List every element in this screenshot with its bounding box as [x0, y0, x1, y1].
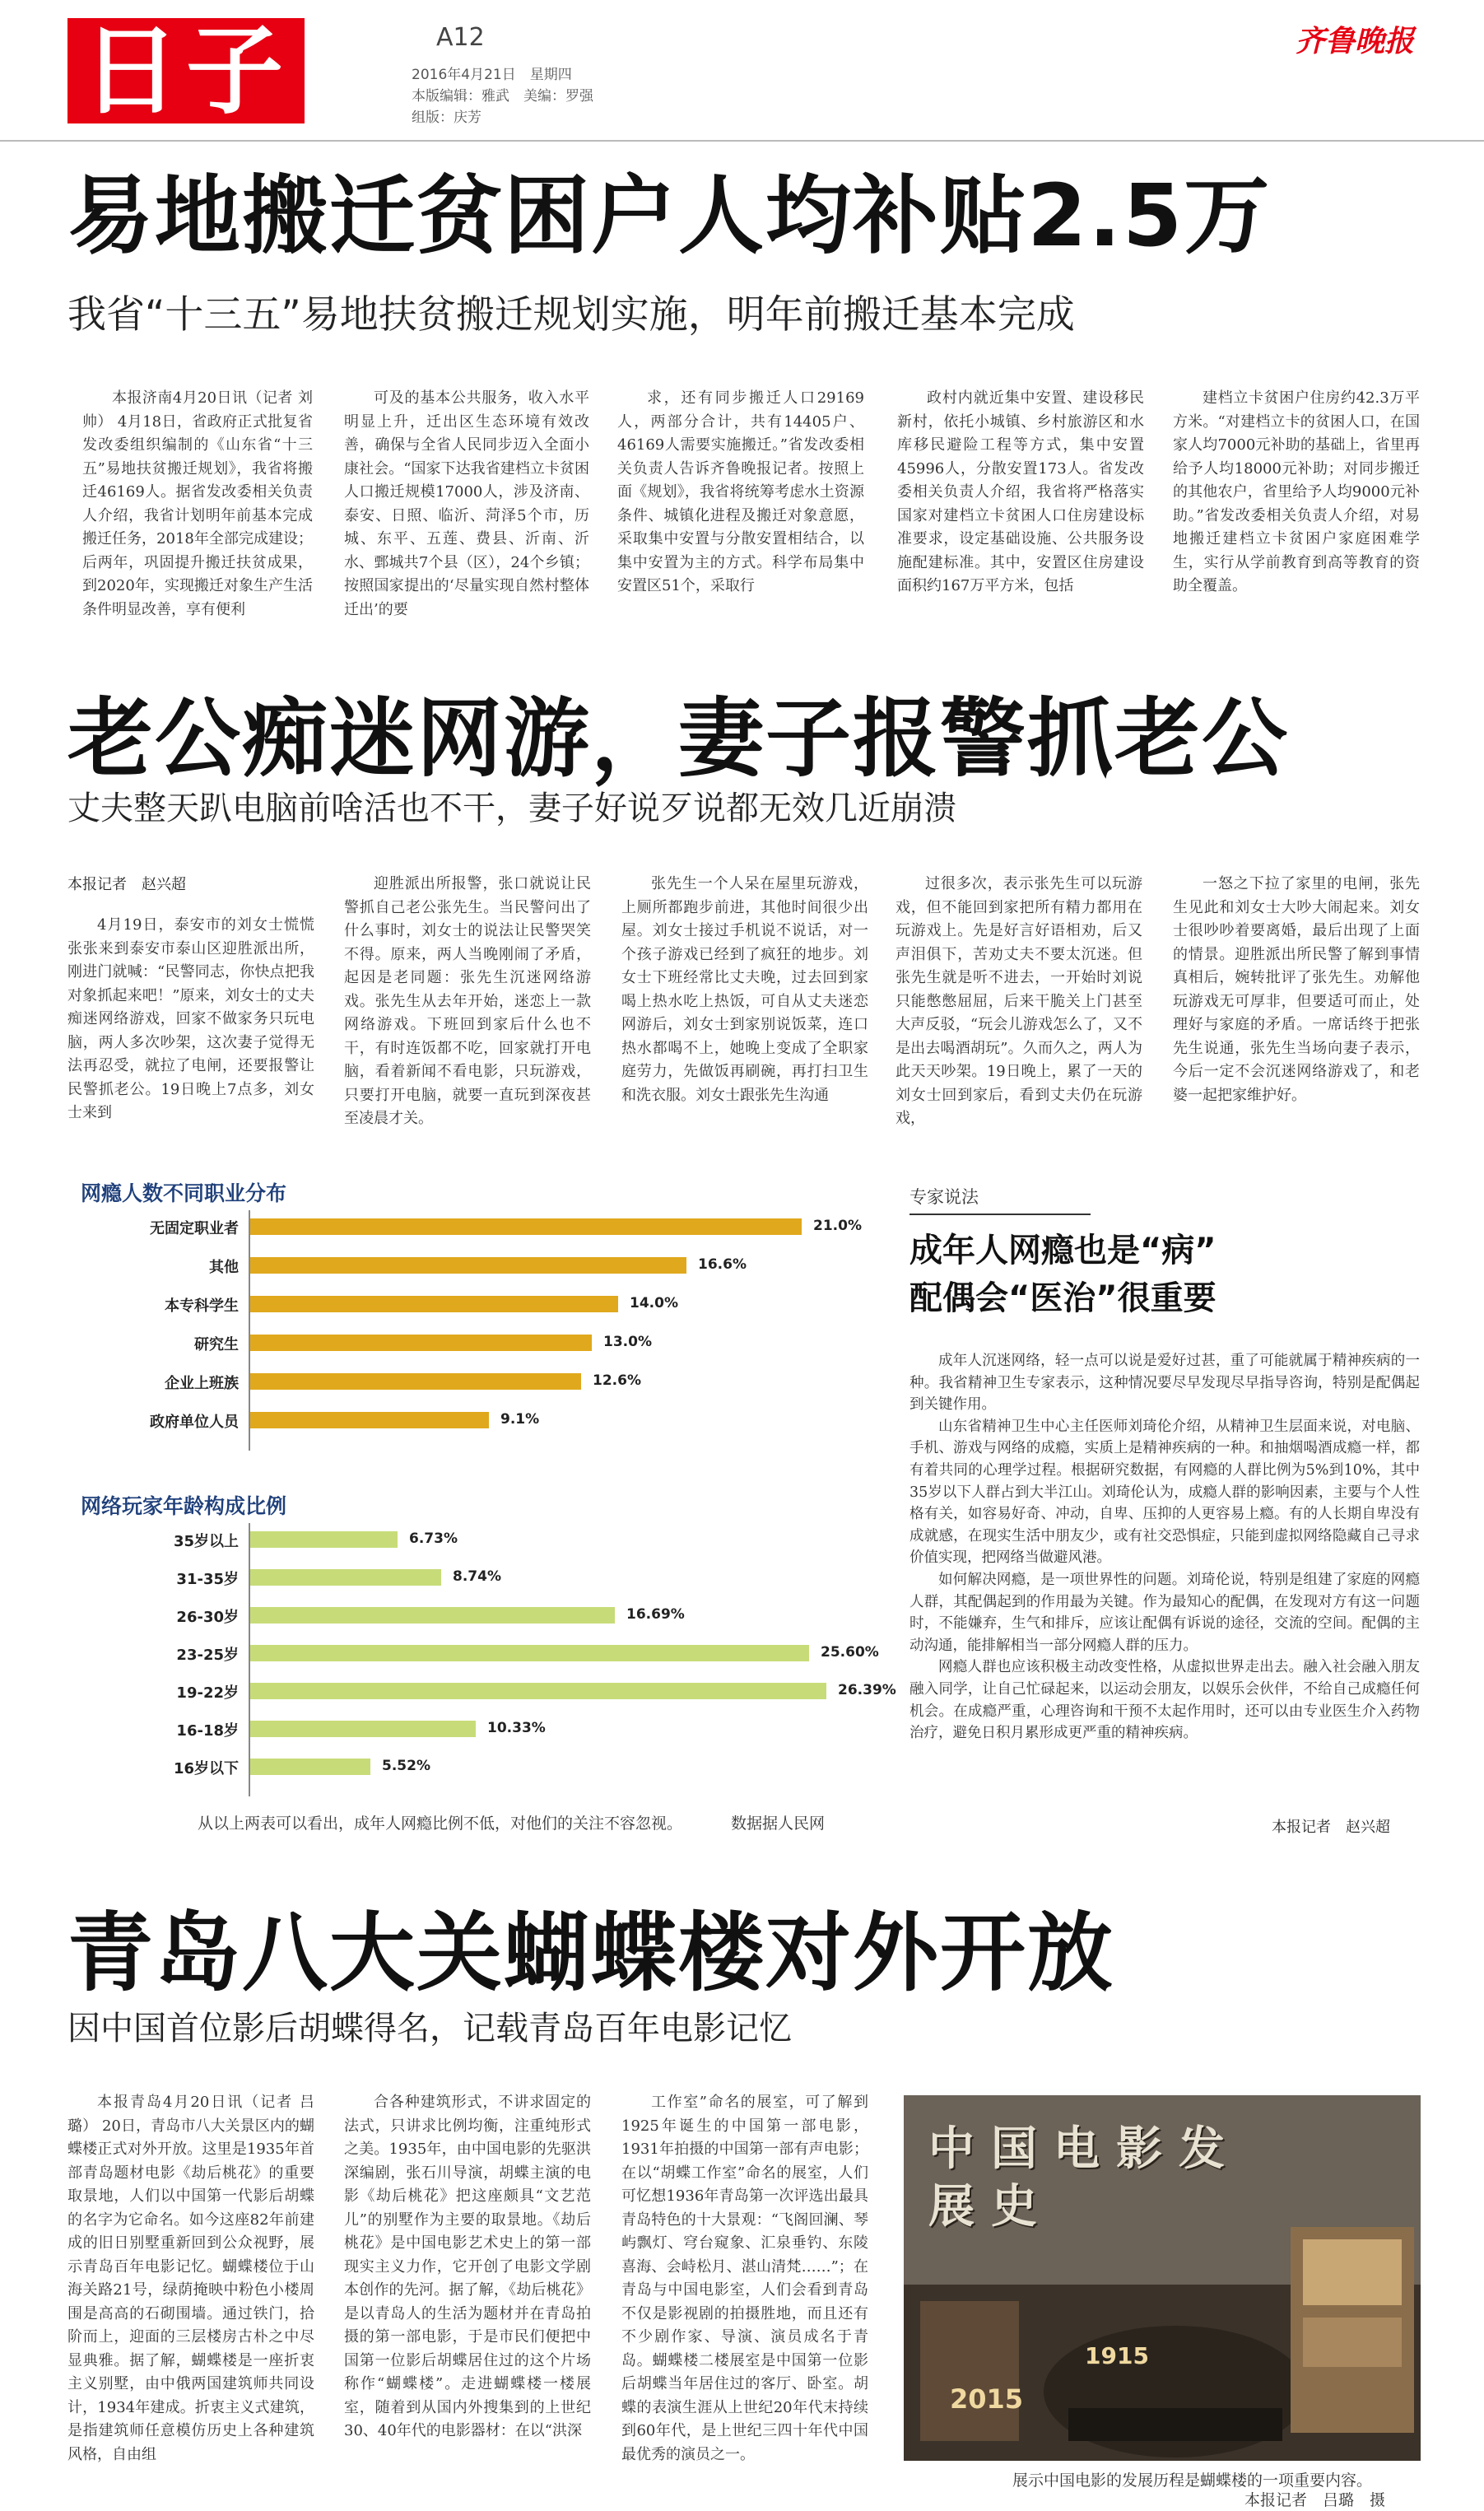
chart2-category-label: 31-35岁	[176, 1571, 239, 1588]
chart2-category-label: 23-25岁	[176, 1647, 239, 1664]
chart-area	[66, 1177, 897, 1852]
story2-subhead: 丈夫整天趴电脑前啥活也不干，妻子好说歹说都无效几近崩溃	[67, 790, 956, 827]
chart1-title: 网瘾人数不同职业分布	[81, 1181, 287, 1205]
chart-source: 数据据人民网	[731, 1815, 826, 1833]
proof-line: 组版：庆芳	[412, 109, 481, 126]
chart2-value-label: 26.39%	[838, 1682, 896, 1698]
expert-byline: 本报记者 赵兴超	[1272, 1819, 1390, 1836]
chart1-bar	[250, 1412, 489, 1428]
chart1-bar	[250, 1335, 592, 1351]
story2-col-3: 张先生一个人呆在屋里玩游戏，上厕所都跑步前进，其他时间很少出屋。刘女士接过手机说不说话，对一个孩子游戏已经到了疯狂的地步。刘女士下班经常比丈夫晚，过去回到家喝上热水吃上热饭，可自从丈夫迷恋网游后，刘女士到家别说饭菜，连口热水都喝不上，她晚上变成了全职家庭劳力，先做饭再刷碗，再打扫卫生和洗衣服。刘女士跟张先生沟通	[621, 875, 868, 1104]
chart2-category-label: 35岁以上	[173, 1533, 239, 1550]
chart1-value-label: 21.0%	[813, 1218, 862, 1234]
chart1-bar	[250, 1257, 686, 1274]
chart2	[66, 1523, 897, 1803]
chart2-bar	[250, 1531, 398, 1548]
editor-line: 本版编辑：雅武 美编：罗强	[412, 88, 593, 105]
expert-body	[909, 1350, 1420, 1811]
chart1-bar	[250, 1218, 802, 1235]
story3-col-2: 合各种建筑形式，不讲求固定的法式，只讲求比例均衡，注重纯形式之美。1935年，由中国电影的先驱洪深编剧，张石川导演，胡蝶主演的电影《劫后桃花》把这座颇具“文艺范儿”的别墅作为主要的取景地。《劫后桃花》是中国电影艺术史上的第一部现实主义力作，它开创了电影文学剧本创作的先河。据了解，《劫后桃花》是以青岛人的生活为题材并在青岛拍摄的第一部电影，于是市民们便把中国第一位影后胡蝶居住过的这个片场称作“蝴蝶楼”。走进蝴蝶楼一楼展室，随着到从国内外搜集到的上世纪30、40年代的电影器材：在以“洪深	[344, 2094, 591, 2439]
chart1-value-label: 14.0%	[630, 1295, 678, 1311]
chart2-bar	[250, 1569, 441, 1586]
story2-col-4: 过很多次，表示张先生可以玩游戏，但不能回到家把所有精力都用在玩游戏上。先是好言好语相劝，后又声泪俱下，苦劝丈夫不要太沉迷。但张先生就是听不进去，一开始时刘说只能憋憋屈屈，后来干脆关上门甚至大声反驳，“玩会儿游戏怎么了，又不是出去喝酒胡玩”。久而久之，两人为此天天吵架。19日晚上，累了一天的刘女士回到家后，看到丈夫仍在玩游戏，	[896, 875, 1142, 1127]
story3-col-3: 工作室”命名的展室，可了解到1925年诞生的中国第一部电影，1931年拍摄的中国第一部有声电影；在以“胡蝶工作室”命名的展室，人们可忆想1936年青岛第一次评选出最具青岛特色的十大景观：“飞阁回澜、琴屿飘灯、穹台窥象、汇泉垂钓、东陵喜海、会峙松月、湛山清梵……”；在青岛与中国电影室，人们会看到青岛不仅是影视剧的拍摄胜地，而且还有不少剧作家、导演、演员成名于青岛。蝴蝶楼二楼展室是中国第一位影后胡蝶当年居住过的客厅、卧室。胡蝶的表演生涯从上世纪20年代末持续到60年代，是上世纪三四十年代中国最优秀的演员之一。	[621, 2094, 868, 2463]
section-logo-text: 日子	[67, 18, 305, 123]
chart2-value-label: 10.33%	[487, 1720, 546, 1736]
chart2-category-label: 26-30岁	[176, 1609, 239, 1626]
expert-title-2: 配偶会“医治”很重要	[909, 1279, 1217, 1317]
expert-tag: 专家说法	[909, 1184, 1091, 1215]
photo-year-2: 2015	[950, 2383, 1024, 2415]
story1-col-1: 本报济南4月20日讯（记者 刘帅） 4月18日，省政府正式批复省发改委组织编制的《山东省“十三五”易地扶贫搬迁规划》，我省将搬迁46169人。据省发改委相关负责人介绍，我省计划明年前基本完成搬迁任务，2018年全部完成建设；后两年，巩固提升搬迁扶贫成果，到2020年，实现搬迁对象生产生活条件明显改善，享有便利	[82, 389, 313, 618]
chart2-value-label: 25.60%	[821, 1644, 879, 1661]
chart2-title: 网络玩家年龄构成比例	[81, 1494, 287, 1518]
story1-col-4: 政村内就近集中安置、建设移民新村，依托小城镇、乡村旅游区和水库移民避险工程等方式，集中安置45996人，分散安置173人。省发改委相关负责人介绍，我省将严格落实国家对建档立卡贫困人口住房建设标准要求，设定基础设施、公共服务设施配建标准。其中，安置区住房建设面积约167万平方米，包括	[897, 389, 1144, 594]
chart2-bar	[250, 1759, 370, 1775]
paper-name: 齐鲁晚报	[1295, 24, 1414, 58]
story3-col-1: 本报青岛4月20日讯（记者 吕璐） 20日，青岛市八大关景区内的蝴蝶楼正式对外开放。这里是1935年首部青岛题材电影《劫后桃花》的重要取景地，人们以中国第一代影后胡蝶的名字为它命名。如今这座82年前建成的旧日别墅重新回到公众视野，展示青岛百年电影记忆。蝴蝶楼位于山海关路21号，绿荫掩映中粉色小楼周围是高高的石砌围墙。通过铁门，拾阶而上，迎面的三层楼房古朴之中尽显典雅。据了解，蝴蝶楼是一座折衷主义别墅，由中俄两国建筑师共同设计，1934年建成。折衷主义式建筑，是指建筑师任意模仿历史上各种建筑风格，自由组	[67, 2094, 314, 2463]
chart2-bar	[250, 1683, 826, 1699]
chart1-value-label: 12.6%	[593, 1372, 641, 1389]
chart1-category-label: 无固定职业者	[150, 1220, 239, 1237]
story2-col-2: 迎胜派出所报警，张口就说让民警抓自己老公张先生。当民警问出了什么事时，刘女士的说法让民警哭笑不得。原来，两人当晚刚闹了矛盾，起因是老同题：张先生沉迷网络游戏。张先生从去年开始，迷恋上一款网络游戏。下班回到家后什么也不干，有时连饭都不吃，回家就打开电脑，看着新闻不看电影，只玩游戏，只要打开电脑，就要一直玩到深夜甚至凌晨才关。	[344, 875, 591, 1127]
photo-caption: 展示中国电影的发展历程是蝴蝶楼的一项重要内容。	[1012, 2471, 1373, 2490]
story1-col-3: 求，还有同步搬迁人口29169人，两部分合计，共有14405户、46169人需要实施搬迁。”省发改委相关负责人告诉齐鲁晚报记者。按照上面《规划》，我省将统筹考虑水土资源条件、城镇化进程及搬迁对象意愿，采取集中安置与分散安置相结合，以集中安置为主的方式。科学布局集中安置区51个，采取行	[617, 389, 864, 594]
chart2-bar	[250, 1607, 615, 1624]
date-line: 2016年4月21日 星期四	[412, 67, 572, 83]
chart1	[66, 1210, 897, 1482]
story2-col-1: 4月19日，泰安市的刘女士慌慌张张来到泰安市泰山区迎胜派出所，刚进门就喊：“民警同志，你快点把我对象抓起来吧！”原来，刘女士的丈夫痴迷网络游戏，回家不做家务只玩电脑，两人多次吵架，这次妻子觉得无法再忍受，就拉了电闸，还要报警让民警抓老公。19日晚上7点多，刘女士来到	[67, 916, 314, 1121]
chart2-bar	[250, 1721, 476, 1737]
story1-subhead: 我省“十三五”易地扶贫搬迁规划实施，明年前搬迁基本完成	[67, 292, 1075, 338]
story1-col-2: 可及的基本公共服务，收入水平明显上升，迁出区生态环境有效改善，确保与全省人民同步迈入全面小康社会。“国家下达我省建档立卡贫困人口搬迁规模17000人，涉及济南、泰安、日照、临沂、菏泽5个市，历城、东平、五莲、费县、沂南、沂水、鄄城共7个县（区），24个乡镇；按照国家提出的‘尽量实现自然村整体迁出’的要	[344, 389, 589, 618]
chart1-bar	[250, 1296, 618, 1312]
chart1-value-label: 16.6%	[698, 1256, 747, 1273]
expert-title-1: 成年人网瘾也是“病”	[909, 1232, 1217, 1269]
chart2-value-label: 5.52%	[382, 1758, 430, 1774]
expert-para-3: 如何解决网瘾，是一项世界性的问题。刘琦伦说，特别是组建了家庭的网瘾人群，其配偶起到的作用最为关键。作为最知心的配偶，在发现对方有这一问题时，不能嫌弃，生气和排斥，应该让配偶有诉说的途径，交流的空间。配偶的主动沟通，能排解相当一部分网瘾人群的压力。	[909, 1571, 1420, 1654]
chart1-category-label: 企业上班族	[165, 1375, 239, 1392]
story3-subhead: 因中国首位影后胡蝶得名，记载青岛百年电影记忆	[67, 2010, 792, 2047]
chart2-category-label: 16-18岁	[176, 1722, 239, 1740]
story2-col-5: 一怒之下拉了家里的电闸，张先生见此和刘女士大吵大闹起来。刘女士很吵吵着要离婚，最后出现了上面的情景。迎胜派出所民警了解到事情真相后，婉转批评了张先生。劝解他玩游戏无可厚非，但要适可而止，处理好与家庭的矛盾。一席话终于把张先生说通，张先生当场向妻子表示，今后一定不会沉迷网络游戏了，和老婆一起把家维护好。	[1173, 875, 1420, 1104]
chart1-category-label: 其他	[209, 1259, 239, 1276]
chart2-value-label: 16.69%	[626, 1606, 685, 1623]
chart1-value-label: 9.1%	[500, 1411, 540, 1428]
chart1-value-label: 13.0%	[603, 1334, 652, 1350]
expert-para-1: 成年人沉迷网络，轻一点可以说是爱好过甚，重了可能就属于精神疾病的一种。我省精神卫生专家表示，这种情况要尽早发现尽早指导咨询，特别是配偶起到关键作用。	[909, 1353, 1420, 1414]
chart2-bar	[250, 1645, 809, 1661]
photo-year-1: 1915	[1085, 2342, 1149, 2369]
chart2-category-label: 19-22岁	[176, 1684, 239, 1702]
chart1-category-label: 研究生	[194, 1336, 239, 1353]
photo-credit: 本报记者 吕璐 摄	[1244, 2491, 1386, 2509]
story3-headline: 青岛八大关蝴蝶楼对外开放	[67, 1903, 1115, 2003]
museum-photo	[904, 2095, 1421, 2461]
story1-col-5: 建档立卡贫困户住房约42.3万平方米。“对建档立卡的贫困人口，在国家人均7000元补助的基础上，省里再给予人均18000元补助；对同步搬迁的其他农户，省里给予人均9000元补助。”省发改委相关负责人介绍，对易地搬迁建档立卡贫困户家庭困难学生，实行从学前教育到高等教育的资助全覆盖。	[1173, 389, 1420, 594]
expert-para-2: 山东省精神卫生中心主任医师刘琦伦介绍，从精神卫生层面来说，对电脑、手机、游戏与网络的成瘾，实质上是精神疾病的一种。和抽烟喝酒成瘾一样，都有着共同的心理学过程。根据研究数据，有网瘾的人群比例为5%到10%，其中35岁以下人群占到大半江山。刘琦伦认为，成瘾人群的影响因素，主要与个人性格有关，如容易好奇、冲动，自卑、压抑的人更容易上瘾。有的人长期自卑没有成就感，在现实生活中朋友少，或有社交恐惧症，只能到虚拟网络隐藏自己寻求价值实现，把网络当做避风港。	[909, 1418, 1420, 1567]
masthead-divider	[0, 140, 1484, 142]
chart2-value-label: 6.73%	[409, 1530, 458, 1547]
chart2-value-label: 8.74%	[453, 1568, 501, 1585]
page-number: A12	[436, 23, 485, 52]
story2-byline: 本报记者 赵兴超	[67, 876, 186, 893]
story2-headline: 老公痴迷网游，妻子报警抓老公	[67, 688, 1290, 789]
chart-note: 从以上两表可以看出，成年人网瘾比例不低，对他们的关注不容忽视。	[198, 1815, 683, 1833]
chart1-bar	[250, 1373, 581, 1390]
chart1-category-label: 政府单位人员	[150, 1414, 239, 1431]
masthead-meta	[412, 64, 593, 128]
section-logo	[67, 14, 335, 128]
chart2-category-label: 16岁以下	[173, 1760, 239, 1777]
expert-para-4: 网瘾人群也应该积极主动改变性格，从虚拟世界走出去。融入社会融入朋友融入同学，让自己忙碌起来，以运动会朋友，以娱乐会伙伴，不给自己成瘾任何机会。在成瘾严重，心理咨询和干预不太起作用时，还可以由专业医生介入药物治疗，避免日积月累形成更严重的精神疾病。	[909, 1659, 1420, 1742]
photo-sign: 中国电影发展史	[928, 2122, 1241, 2234]
chart1-category-label: 本专科学生	[165, 1297, 239, 1315]
story1-headline: 易地搬迁贫困户人均补贴2.5万	[67, 165, 1272, 266]
